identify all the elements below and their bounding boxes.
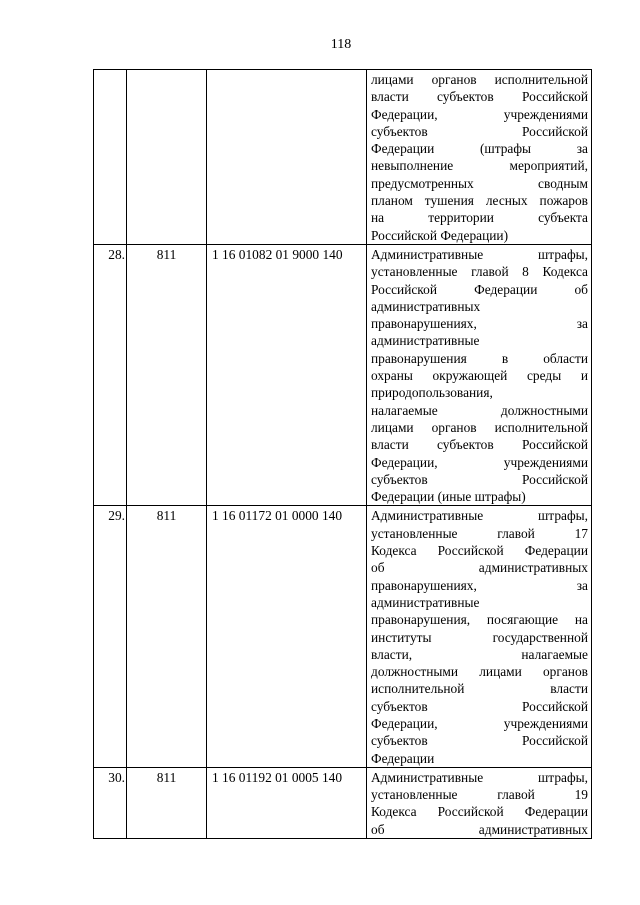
description-line: лицами органов исполнительной <box>371 419 588 435</box>
description-line: предусмотренных сводным <box>371 175 588 191</box>
description-line: Административные штрафы, <box>371 769 588 785</box>
description-line: Российской Федерации об <box>371 281 588 297</box>
description-line: налагаемые должностными <box>371 402 588 418</box>
description-line: Административные штрафы, <box>371 508 588 524</box>
revenue-description-cell <box>367 244 592 505</box>
description-line: Российской Федерации) <box>371 227 509 243</box>
revenue-description-cell <box>367 506 592 767</box>
description-line: установленные главой 8 Кодекса <box>371 264 588 280</box>
description-line: охраны окружающей среды и <box>371 368 588 384</box>
description-line: Административные штрафы, <box>371 246 588 262</box>
description-line: власти субъектов Российской <box>371 437 588 453</box>
description-line: установленные главой 19 <box>371 787 588 803</box>
description-line: институты государственной <box>371 629 588 645</box>
description-line: административные <box>371 594 480 610</box>
description-line: власти субъектов Российской <box>371 89 588 105</box>
description-line: планом тушения лесных пожаров <box>371 193 588 209</box>
description-line: установленные главой 17 <box>371 525 588 541</box>
description-line: природопользования, <box>371 385 493 401</box>
description-line: власти, налагаемые <box>371 646 588 662</box>
page-number: 118 <box>330 37 352 52</box>
row-number-cell: 30. <box>94 767 127 838</box>
budget-classification-code-cell: 1 16 01192 01 0005 140 <box>207 767 367 838</box>
table-body <box>94 70 592 839</box>
description-line: правонарушениях, за <box>371 316 588 332</box>
description-line: лицами органов исполнительной <box>371 72 588 87</box>
description-line: Федерации, учреждениями <box>371 106 588 122</box>
description-line: субъектов Российской <box>371 733 588 749</box>
budget-revenue-table <box>93 69 592 839</box>
table-row <box>94 70 592 245</box>
description-line: об административных <box>371 560 588 576</box>
description-line: исполнительной власти <box>371 681 588 697</box>
revenue-description-cell <box>367 767 592 838</box>
table-row <box>94 244 592 505</box>
budget-classification-code-cell: 1 16 01082 01 9000 140 <box>207 244 367 505</box>
administrator-code-cell: 811 <box>127 506 207 767</box>
description-line: невыполнение мероприятий, <box>371 158 588 174</box>
description-line: Федерации <box>371 750 435 766</box>
description-line: правонарушениях, за <box>371 577 588 593</box>
description-line: Федерации (иные штрафы) <box>371 489 526 505</box>
budget-classification-code-cell: 1 16 01172 01 0000 140 <box>207 506 367 767</box>
description-line: Кодекса Российской Федерации <box>371 804 588 820</box>
description-line: на территории субъекта <box>371 210 588 226</box>
budget-classification-code-cell <box>207 70 367 245</box>
administrator-code-cell: 811 <box>127 767 207 838</box>
description-line: субъектов Российской <box>371 123 588 139</box>
row-number-cell <box>94 70 127 245</box>
description-line: Кодекса Российской Федерации <box>371 543 588 559</box>
administrator-code-cell <box>127 70 207 245</box>
description-line: должностными лицами органов <box>371 664 588 680</box>
description-line: административных <box>371 298 481 314</box>
table-row <box>94 767 592 838</box>
row-number-cell: 28. <box>94 244 127 505</box>
description-line: субъектов Российской <box>371 471 588 487</box>
description-line: правонарушения в области <box>371 350 588 366</box>
description-line: Федерации (штрафы за <box>371 141 588 157</box>
administrator-code-cell: 811 <box>127 244 207 505</box>
description-line: субъектов Российской <box>371 698 588 714</box>
description-line: Федерации, учреждениями <box>371 715 588 731</box>
description-line: административные <box>371 333 480 349</box>
description-line: Федерации, учреждениями <box>371 454 588 470</box>
row-number-cell: 29. <box>94 506 127 767</box>
description-line: об административных <box>371 821 588 837</box>
description-line: правонарушения, посягающие на <box>371 612 588 628</box>
revenue-description-cell <box>367 70 592 245</box>
table-row <box>94 506 592 767</box>
